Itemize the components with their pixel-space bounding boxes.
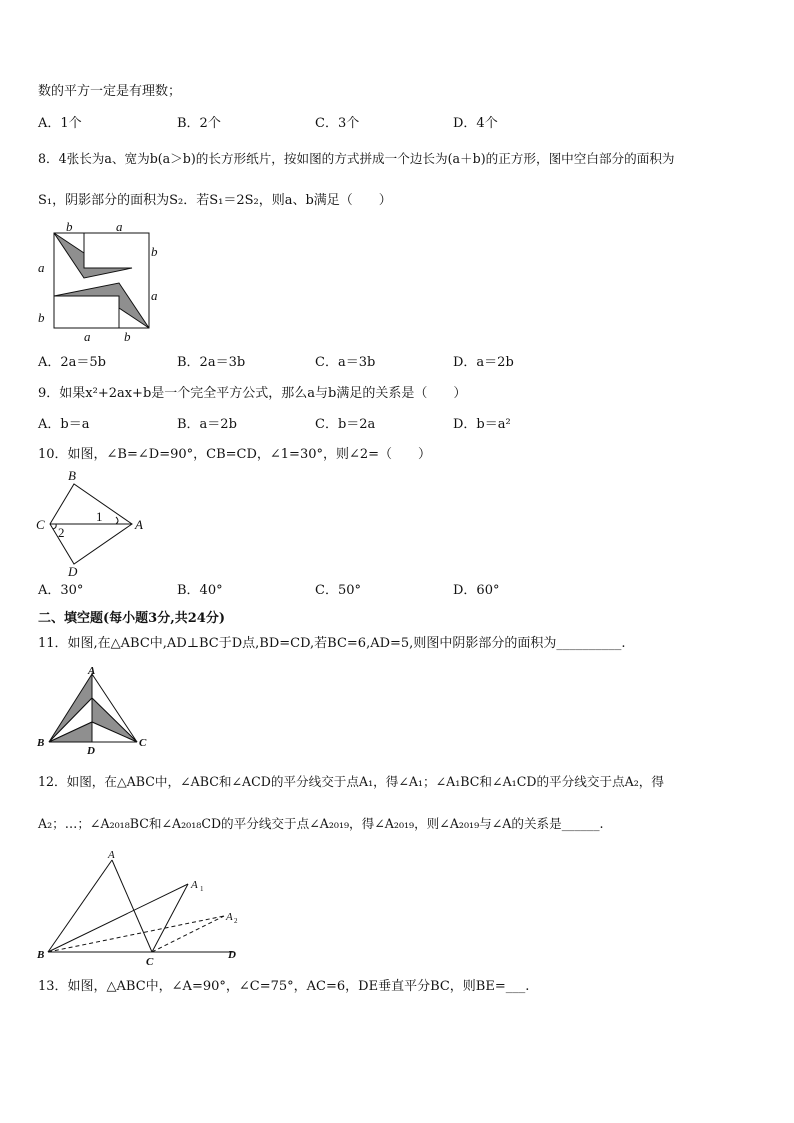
label-a: a [116, 219, 123, 234]
question-13: 13．如图，△ABC中，∠A=90°，∠C=75°，AC=6，DE垂直平分BC，则BE=___. [38, 979, 530, 994]
label-d: D [228, 949, 236, 961]
label-a: a [38, 260, 45, 275]
label-d: D [87, 745, 95, 756]
question-12: 12．如图，在△ABC中，∠ABC和∠ACD的平分线交于点A₁，得∠A₁；∠A₁BC和∠A₁CD的平分线交于点A₂，得 [38, 774, 664, 789]
figure-8 [32, 218, 162, 343]
label-a1-subscript: 1 [200, 885, 204, 893]
option-d: D．60° [453, 583, 500, 598]
option-b: B．2a＝3b [177, 355, 246, 370]
label-a: a [84, 329, 91, 343]
label-b: b [38, 310, 45, 325]
label-a: A [108, 849, 115, 861]
label-c: C [146, 956, 154, 968]
question-12-cont: A₂；…；∠A₂₀₁₈BC和∠A₂₀₁₈CD的平分线交于点∠A₂₀₁₉，得∠A₂₀₁₉，则∠A₂₀₁₉与∠A的关系是______. [38, 816, 604, 831]
label-a1: A [191, 879, 198, 891]
label-a: A [88, 665, 96, 677]
label-b: b [151, 244, 158, 259]
option-b: B．40° [177, 583, 223, 598]
option-d: D．b＝a² [453, 417, 511, 432]
label-b: B [37, 737, 45, 749]
label-a: A [135, 517, 143, 532]
question-10: 10．如图，∠B=∠D=90°，CB=CD，∠1=30°，则∠2=（ ） [38, 447, 432, 462]
option-b: B．a＝2b [177, 417, 237, 432]
label-b: b [66, 219, 73, 234]
label-c: C [36, 517, 45, 532]
question-8: 8．4张长为a、宽为b(a＞b)的长方形纸片，按如图的方式拼成一个边长为(a＋b)的正方形，图中空白部分的面积为 [38, 151, 675, 166]
figure-10 [32, 467, 152, 577]
option-b: B．2个 [177, 116, 221, 131]
option-c: C．a＝3b [315, 355, 376, 370]
question-9: 9．如果x²+2ax+b是一个完全平方公式，那么a与b满足的关系是（ ） [38, 386, 467, 401]
option-c: C．3个 [315, 116, 360, 131]
label-c: C [139, 737, 147, 749]
label-b: b [124, 329, 131, 343]
question-8-cont: S₁，阴影部分的面积为S₂．若S₁＝2S₂，则a、b满足（ ） [38, 193, 392, 208]
option-a: A．2a＝5b [38, 355, 107, 370]
question-11: 11．如图,在△ABC中,AD⊥BC于D点,BD=CD,若BC=6,AD=5,则图中阴影部分的面积为__________. [38, 636, 626, 651]
label-a2-subscript: 2 [234, 917, 238, 925]
figure-11 [34, 664, 154, 756]
label-a: a [151, 288, 158, 303]
label-b: B [68, 468, 76, 483]
figure-12 [34, 846, 254, 968]
option-a: A．30° [38, 583, 84, 598]
option-a: A．1个 [38, 116, 82, 131]
option-c: C．b＝2a [315, 417, 376, 432]
label-a2: A [226, 911, 233, 923]
text-line: 数的平方一定是有理数； [38, 84, 182, 99]
option-a: A．b＝a [38, 417, 90, 432]
label-b: B [37, 949, 45, 961]
label-d: D [68, 564, 78, 577]
angle-1: 1 [96, 509, 103, 524]
section-heading: 二、填空题(每小题3分,共24分) [38, 611, 225, 626]
option-d: D．a＝2b [453, 355, 514, 370]
angle-2: 2 [58, 525, 65, 540]
option-d: D．4个 [453, 116, 498, 131]
option-c: C．50° [315, 583, 361, 598]
